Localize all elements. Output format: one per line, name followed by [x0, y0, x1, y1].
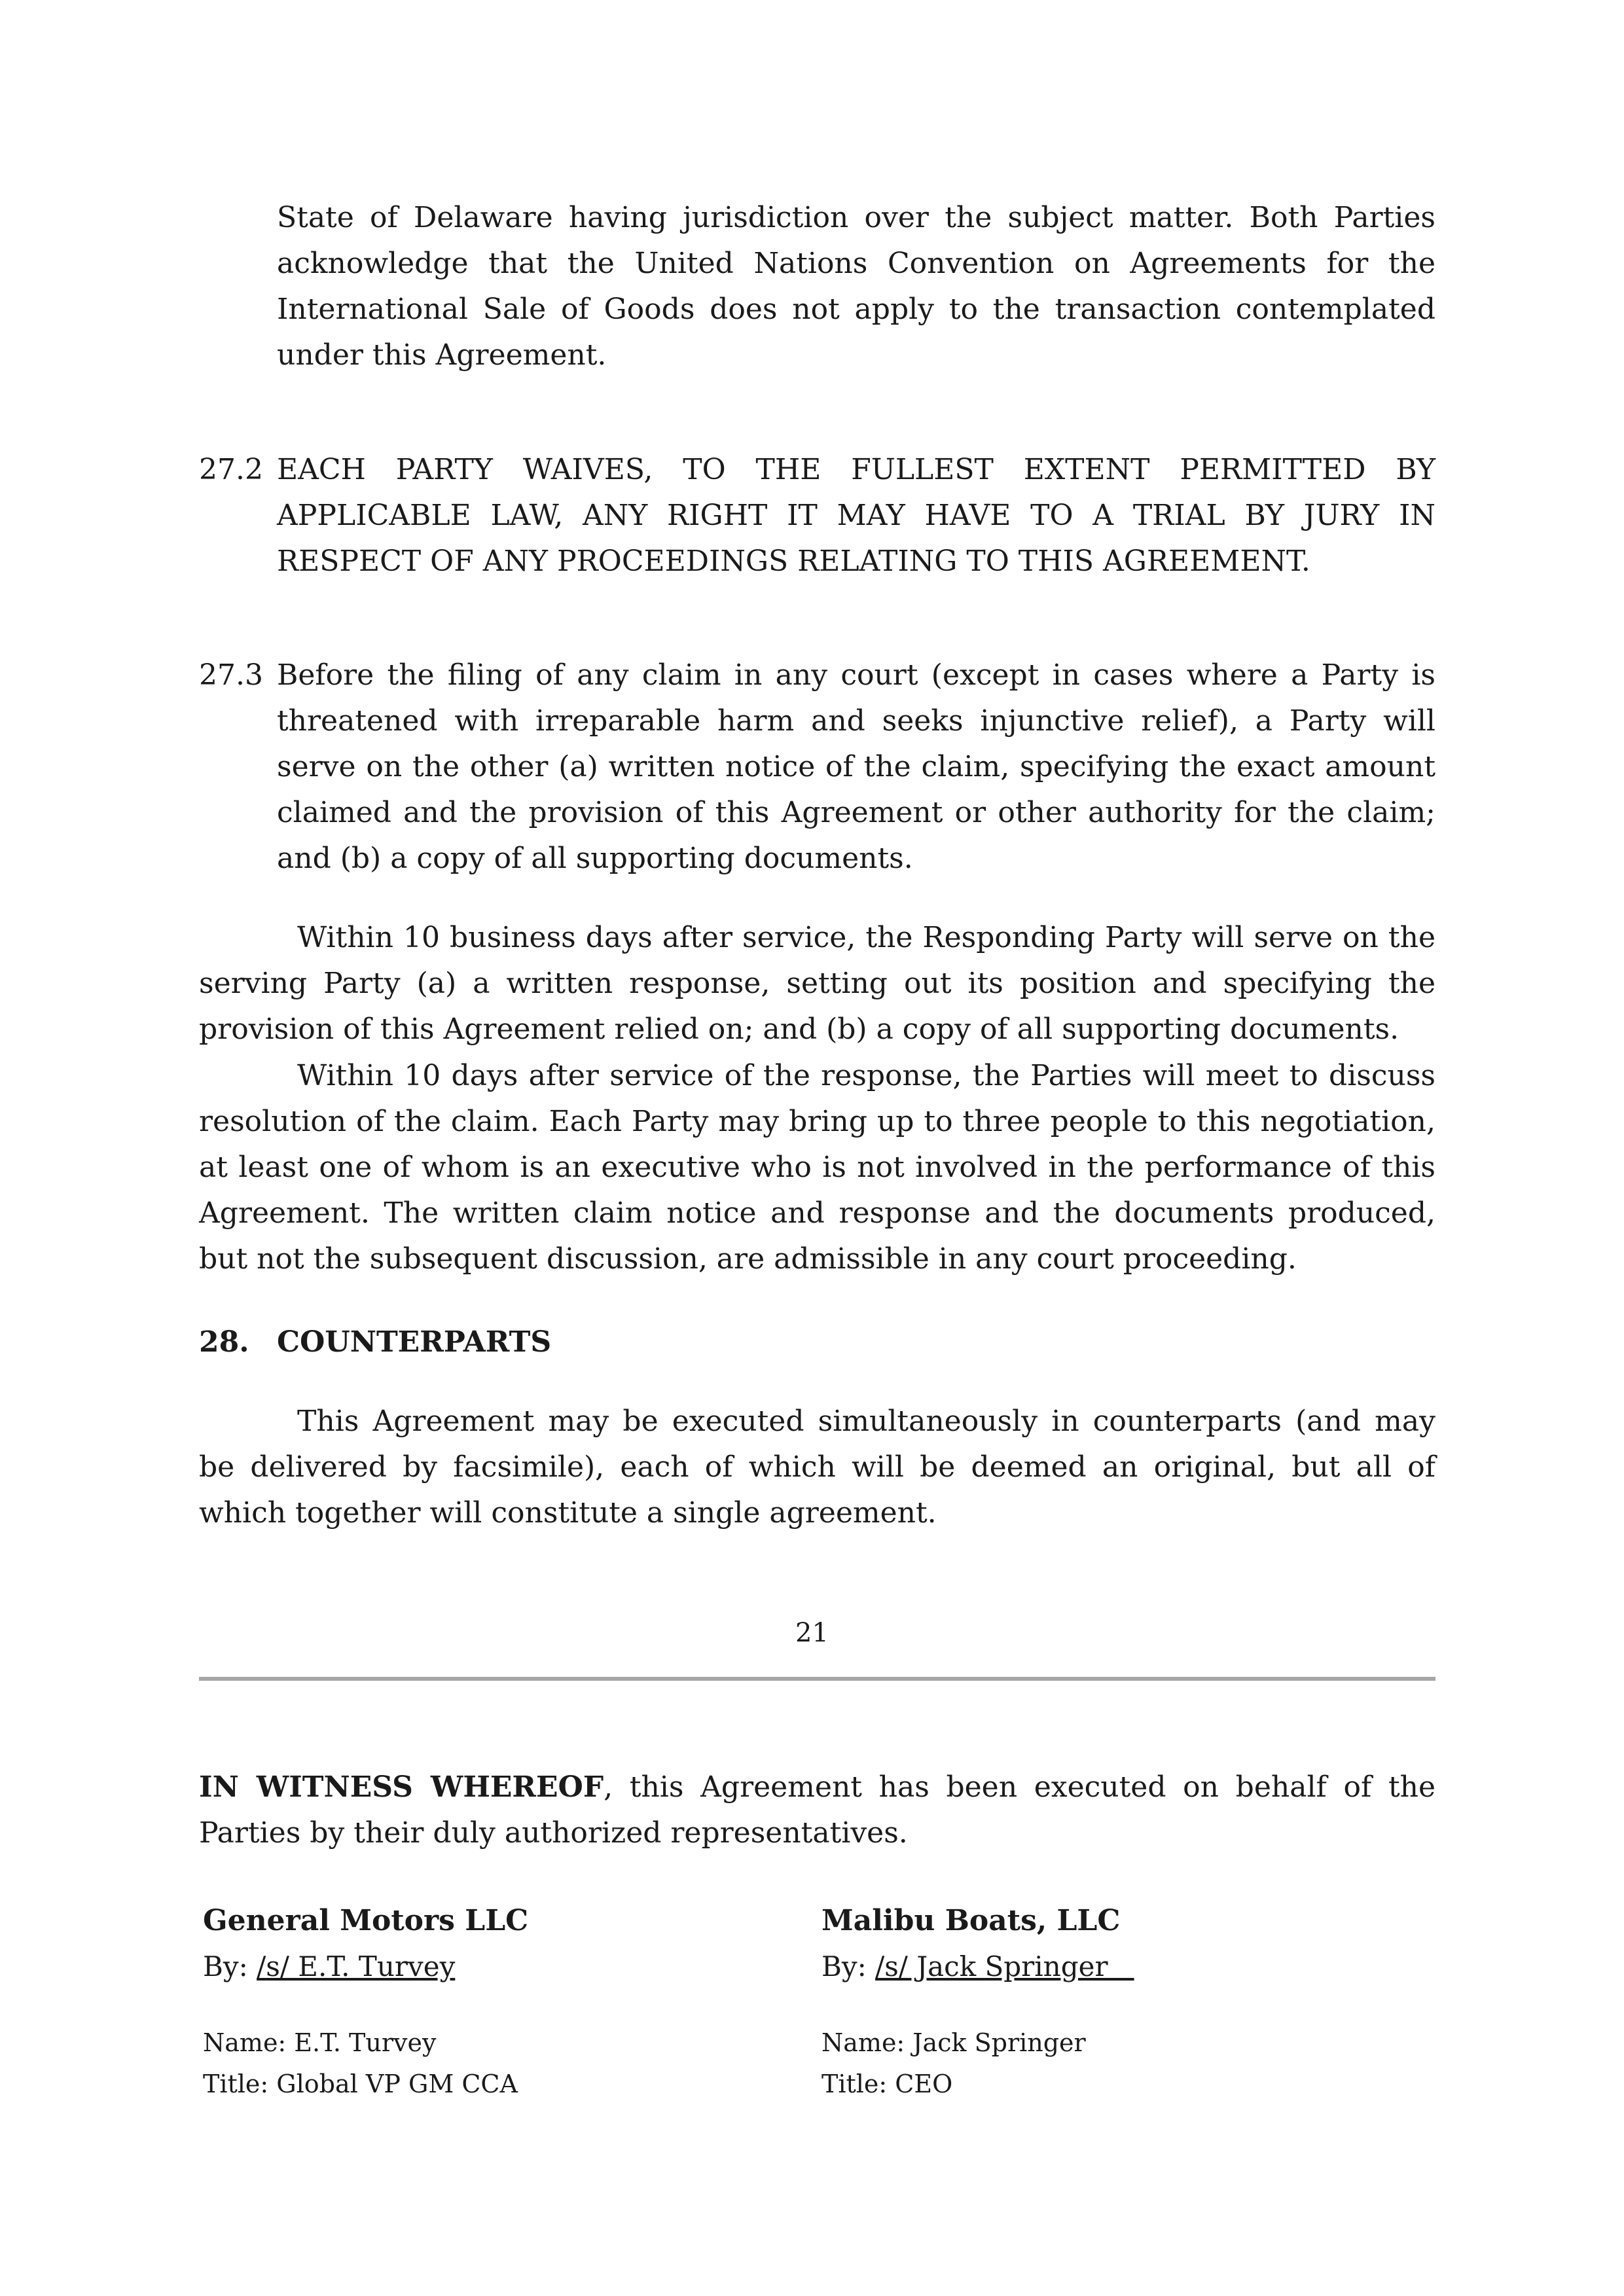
page-number: 21	[795, 1618, 829, 1648]
section-27-2-number: 27.2	[199, 453, 263, 486]
signature-by-label: By:	[821, 1950, 876, 1982]
section-27-3-paragraph-2: Within 10 business days after service, the Responding Party will serve on the serving Party (a) a written response, setting out its position and specifying the provision of this Agreement relied on; and (b) a copy of all supporting documents.	[199, 921, 1435, 1046]
signature-by-label: By:	[203, 1950, 257, 1982]
section-28-text: This Agreement may be executed simultaneously in counterparts (and may be delivered by facsimile), each of which will be deemed an original, but all of which together will constitute a single agreement.	[199, 1405, 1435, 1530]
signature-block-malibu-boats	[821, 1898, 1411, 2105]
witness-clause	[199, 1765, 1435, 1856]
signature-title: Title: CEO	[821, 2070, 953, 2098]
section-27-3-number: 27.3	[199, 658, 263, 692]
witness-lead: IN WITNESS WHEREOF	[199, 1770, 604, 1804]
page-divider	[199, 1677, 1435, 1681]
signature-by-value: /s/ Jack Springer	[875, 1950, 1134, 1982]
signature-by-value: /s/ E.T. Turvey	[257, 1950, 456, 1982]
section-28-title: COUNTERPARTS	[277, 1325, 552, 1359]
section-27-2-text: EACH PARTY WAIVES, TO THE FULLEST EXTENT PERMITTED BY APPLICABLE LAW, ANY RIGHT IT MAY HAVE TO A TRIAL BY JURY IN RESPECT OF ANY PROCEEDINGS RELATING TO THIS AGREEMENT.	[277, 453, 1435, 578]
section-27-3-text: Before the filing of any claim in any court (except in cases where a Party is threatened with irreparable harm and seeks injunctive relief), a Party will serve on the other (a) written notice of the claim, specifying the exact amount claimed and the provision of this Agreement or other authority for the claim; and (b) a copy of all supporting documents.	[277, 658, 1435, 875]
section-28-heading	[199, 1319, 551, 1365]
signature-by-line	[821, 1944, 1411, 1990]
signature-company: General Motors LLC	[203, 1904, 529, 1937]
section-28-number: 28.	[199, 1325, 249, 1359]
signature-name: Name: Jack Springer	[821, 2028, 1086, 2057]
signature-company: Malibu Boats, LLC	[821, 1904, 1121, 1937]
section-27-1-continuation: State of Delaware having jurisdiction over the subject matter. Both Parties acknowledge that the United Nations Convention on Agreements for the International Sale of Goods does not apply to the transaction contemplated under this Agreement.	[277, 201, 1435, 372]
signature-block-general-motors	[203, 1898, 792, 2105]
section-27-3-paragraph-3: Within 10 days after service of the response, the Parties will meet to discuss resolution of the claim. Each Party may bring up to three people to this negotiation, at least one of whom is an executive who is not involved in the performance of this Agreement. The written claim notice and response and the documents produced, but not the subsequent discussion, are admissible in any court proceeding.	[199, 1059, 1435, 1276]
signature-by-line	[203, 1944, 792, 1990]
signature-title: Title: Global VP GM CCA	[203, 2070, 518, 2098]
witness-text: , this Agreement has been executed on behalf of the Parties by their duly authorized representatives.	[199, 1770, 1436, 1850]
signature-name: Name: E.T. Turvey	[203, 2028, 437, 2057]
